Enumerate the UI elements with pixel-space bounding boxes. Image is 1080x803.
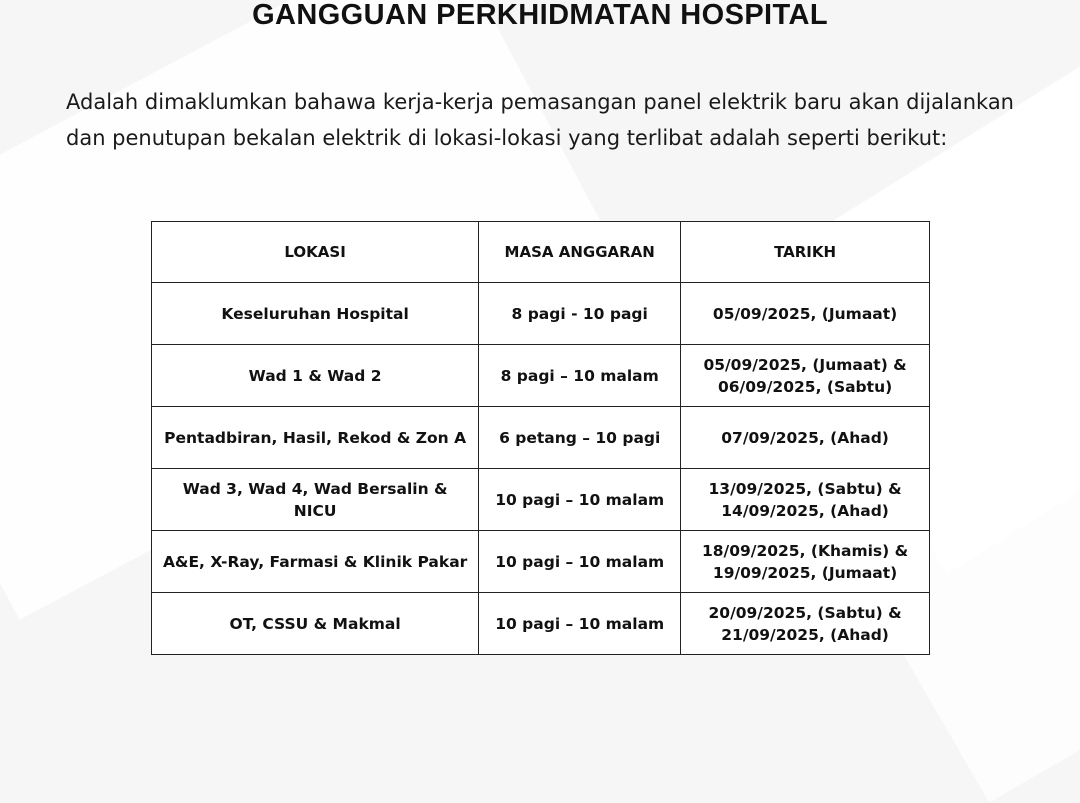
cell-masa: 10 pagi – 10 malam [479, 531, 681, 593]
header-masa-anggaran: MASA ANGGARAN [479, 222, 681, 283]
tarikh-line: 05/09/2025, (Jumaat) [712, 304, 898, 323]
tarikh-line: 19/09/2025, (Jumaat) [712, 563, 898, 582]
tarikh-line: 05/09/2025, (Jumaat) & [703, 355, 907, 374]
table-header-row [152, 222, 930, 283]
cell-tarikh [681, 283, 930, 345]
cell-tarikh [681, 593, 930, 655]
cell-lokasi: Pentadbiran, Hasil, Rekod & Zon A [152, 407, 479, 469]
page-title: GANGGUAN PERKHIDMATAN HOSPITAL [252, 0, 828, 31]
tarikh-line: 14/09/2025, (Ahad) [721, 501, 889, 520]
cell-masa: 6 petang – 10 pagi [479, 407, 681, 469]
table-row [152, 593, 930, 655]
cell-lokasi: A&E, X-Ray, Farmasi & Klinik Pakar [152, 531, 479, 593]
cell-tarikh [681, 345, 930, 407]
cell-tarikh [681, 469, 930, 531]
table-row [152, 345, 930, 407]
table-row [152, 407, 930, 469]
cell-lokasi: Wad 1 & Wad 2 [152, 345, 479, 407]
tarikh-line: 07/09/2025, (Ahad) [721, 428, 889, 447]
cell-masa: 8 pagi - 10 pagi [479, 283, 681, 345]
tarikh-line: 20/09/2025, (Sabtu) & [708, 603, 902, 622]
header-lokasi: LOKASI [152, 222, 479, 283]
cell-tarikh [681, 407, 930, 469]
tarikh-line: 06/09/2025, (Sabtu) [717, 377, 893, 396]
cell-tarikh [681, 531, 930, 593]
tarikh-line: 18/09/2025, (Khamis) & [701, 541, 909, 560]
table-row [152, 469, 930, 531]
table-row [152, 531, 930, 593]
cell-masa: 10 pagi – 10 malam [479, 593, 681, 655]
cell-lokasi: Wad 3, Wad 4, Wad Bersalin & NICU [152, 469, 479, 531]
cell-lokasi: OT, CSSU & Makmal [152, 593, 479, 655]
tarikh-line: 21/09/2025, (Ahad) [721, 625, 889, 644]
intro-paragraph: Adalah dimaklumkan bahawa kerja-kerja pemasangan panel elektrik baru akan dijalankan dan penutupan bekalan elektrik di lokasi-lokasi yang terlibat adalah seperti berikut: [66, 90, 1014, 150]
cell-masa: 10 pagi – 10 malam [479, 469, 681, 531]
table-row [152, 283, 930, 345]
header-tarikh: TARIKH [681, 222, 930, 283]
cell-masa: 8 pagi – 10 malam [479, 345, 681, 407]
cell-lokasi: Keseluruhan Hospital [152, 283, 479, 345]
tarikh-line: 13/09/2025, (Sabtu) & [708, 479, 902, 498]
schedule-table [151, 221, 930, 655]
